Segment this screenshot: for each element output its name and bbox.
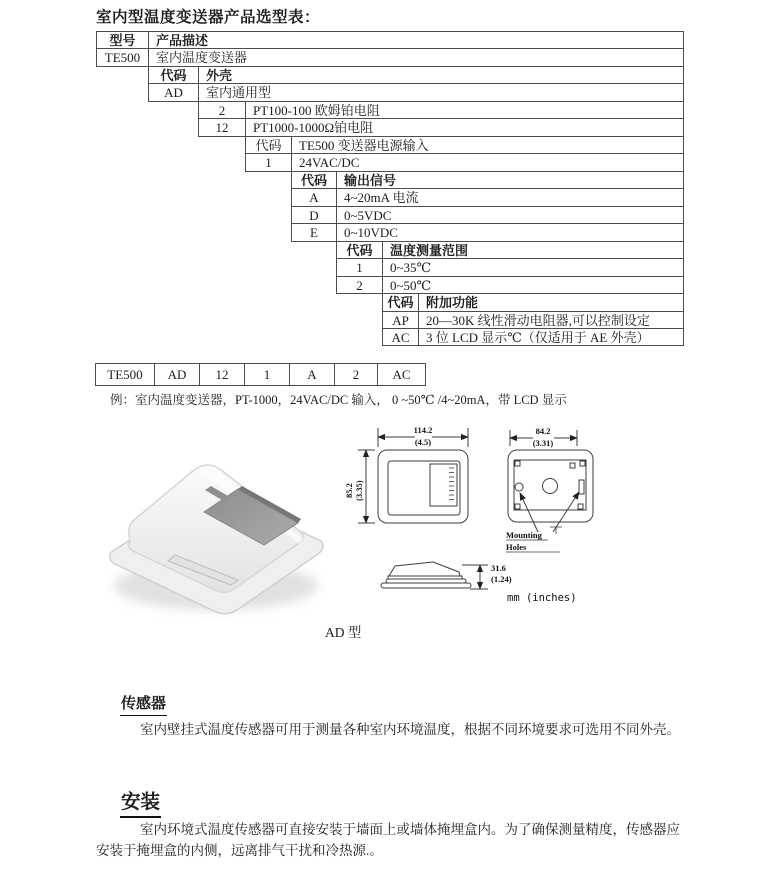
back-width-in-label: (3.31) bbox=[532, 438, 554, 448]
table-row bbox=[245, 153, 684, 171]
desc-cell: PT100-100 欧姆铂电阻 bbox=[253, 102, 380, 118]
desc-cell: 3 位 LCD 显示℃（仅适用于 AE 外壳） bbox=[426, 329, 650, 345]
table-row bbox=[198, 118, 684, 136]
code-cell: 代码 bbox=[337, 242, 383, 258]
example-code-cell: 1 bbox=[245, 364, 290, 385]
code-cell: 代码 bbox=[149, 67, 199, 83]
table-row bbox=[382, 328, 684, 346]
table-row bbox=[382, 293, 684, 311]
code-cell: TE500 bbox=[97, 49, 149, 66]
units-label: mm (inches) bbox=[507, 592, 577, 604]
photo-body bbox=[129, 465, 304, 592]
table-step-line bbox=[336, 293, 383, 294]
mounting-holes-label-2: Holes bbox=[506, 542, 527, 552]
code-cell: 1 bbox=[337, 259, 383, 276]
desc-cell: 外壳 bbox=[206, 67, 233, 83]
code-cell: 2 bbox=[337, 277, 383, 293]
front-view-vent-ticks bbox=[449, 468, 454, 500]
page-title: 室内型温度变送器产品选型表： bbox=[96, 9, 321, 26]
table-row bbox=[336, 276, 684, 293]
code-cell: D bbox=[292, 207, 337, 223]
desc-cell: TE500 变送器电源输入 bbox=[299, 137, 429, 153]
code-cell: 代码 bbox=[383, 294, 419, 311]
desc-cell: 0~50℃ bbox=[390, 277, 432, 293]
table-row bbox=[96, 31, 684, 48]
table-row bbox=[148, 66, 684, 83]
desc-cell: 0~5VDC bbox=[344, 207, 392, 223]
table-row bbox=[336, 258, 684, 276]
desc-cell: PT1000-1000Ω铂电阻 bbox=[253, 120, 374, 135]
table-row bbox=[291, 171, 684, 188]
table-row bbox=[336, 241, 684, 258]
code-cell: AC bbox=[383, 329, 419, 345]
example-code-cell: TE500 bbox=[96, 364, 155, 385]
photo-front-slot bbox=[168, 555, 238, 585]
table-row bbox=[291, 206, 684, 223]
table-row bbox=[291, 223, 684, 241]
back-width-mm-label: 84.2 bbox=[535, 426, 551, 436]
figure-caption: AD 型 bbox=[325, 625, 362, 640]
desc-cell: 产品描述 bbox=[156, 32, 209, 48]
table-row bbox=[245, 136, 684, 153]
mounting-holes-label-1: Mounting bbox=[506, 530, 542, 540]
photo-base-plate bbox=[110, 492, 323, 614]
front-width-in-label: (4.5) bbox=[414, 437, 432, 447]
front-view-drawing bbox=[358, 428, 468, 523]
desc-cell: 0~10VDC bbox=[344, 225, 398, 240]
desc-cell: 室内通用型 bbox=[206, 85, 272, 100]
back-view-drawing bbox=[506, 430, 593, 552]
dimension-drawing bbox=[358, 428, 593, 589]
code-cell: 型号 bbox=[97, 32, 149, 48]
table-row bbox=[382, 311, 684, 328]
desc-cell: 温度测量范围 bbox=[390, 242, 469, 258]
depth-in-label: (1.24) bbox=[491, 574, 512, 584]
code-cell: AP bbox=[383, 312, 419, 328]
example-code-cell: 12 bbox=[200, 364, 245, 385]
table-step-line bbox=[148, 101, 199, 102]
mounting-hole-left bbox=[515, 483, 523, 491]
example-code-cell: A bbox=[290, 364, 335, 385]
desc-cell: 室内温度变送器 bbox=[156, 50, 248, 65]
mounting-slot-right bbox=[579, 480, 584, 494]
code-cell: A bbox=[292, 189, 337, 206]
depth-mm-label: 31.6 bbox=[491, 563, 506, 573]
front-height-mm-label: 85.2 bbox=[344, 483, 354, 498]
code-cell: AD bbox=[149, 84, 199, 101]
table-step-line bbox=[96, 66, 149, 67]
example-code-cell: AD bbox=[155, 364, 200, 385]
photo-vent-edge bbox=[238, 486, 301, 523]
code-cell: 12 bbox=[199, 119, 246, 136]
example-code-cell: 2 bbox=[335, 364, 378, 385]
code-cell: 代码 bbox=[292, 172, 337, 188]
front-width-mm-label: 114.2 bbox=[413, 425, 433, 435]
example-code-cell: AC bbox=[392, 366, 411, 382]
code-cell: 代码 bbox=[246, 137, 292, 153]
desc-cell: 输出信号 bbox=[344, 172, 397, 188]
section-heading-install: 安装 bbox=[120, 786, 161, 818]
code-cell: 1 bbox=[246, 154, 292, 171]
section-body-install: 室内环境式温度传感器可直接安装于墙面上或墙体掩埋盒内。为了确保测量精度，传感器应安装于掩埋盒的内侧，远离排气干扰和冷热源.。 bbox=[96, 822, 680, 858]
photo-vent-panel bbox=[204, 489, 298, 545]
table-step-line bbox=[198, 136, 246, 137]
table-row bbox=[148, 83, 684, 101]
example-code-row bbox=[95, 363, 426, 386]
desc-cell: 20—30K 线性滑动电阻器,可以控制设定 bbox=[426, 312, 650, 328]
side-view-drawing bbox=[381, 562, 488, 589]
desc-cell: 附加功能 bbox=[426, 295, 479, 310]
product-photo bbox=[110, 465, 323, 614]
code-cell: 2 bbox=[199, 102, 246, 118]
section-heading-sensor: 传感器 bbox=[120, 692, 167, 716]
section-body-sensor: 室内壁挂式温度传感器可用于测量各种室内环境温度，根据不同环境要求可选用不同外壳。 bbox=[140, 722, 680, 737]
table-step-line bbox=[291, 241, 337, 242]
desc-cell: 24VAC/DC bbox=[299, 155, 360, 170]
desc-cell: 0~35℃ bbox=[390, 260, 432, 275]
photo-highlight bbox=[196, 472, 303, 544]
example-note: 例：室内温度变送器，PT-1000，24VAC/DC 输入， 0 ~50℃ /4~20mA，带 LCD 显示 bbox=[110, 393, 567, 407]
table-row bbox=[96, 48, 684, 66]
table-row bbox=[291, 188, 684, 206]
photo-shadow bbox=[114, 562, 318, 610]
front-height-in-label: (3.35) bbox=[354, 480, 364, 501]
photo-vent-slot bbox=[205, 486, 228, 500]
code-cell: E bbox=[292, 224, 337, 241]
table-step-line bbox=[245, 171, 292, 172]
desc-cell: 4~20mA 电流 bbox=[344, 190, 419, 205]
table-row bbox=[198, 101, 684, 118]
